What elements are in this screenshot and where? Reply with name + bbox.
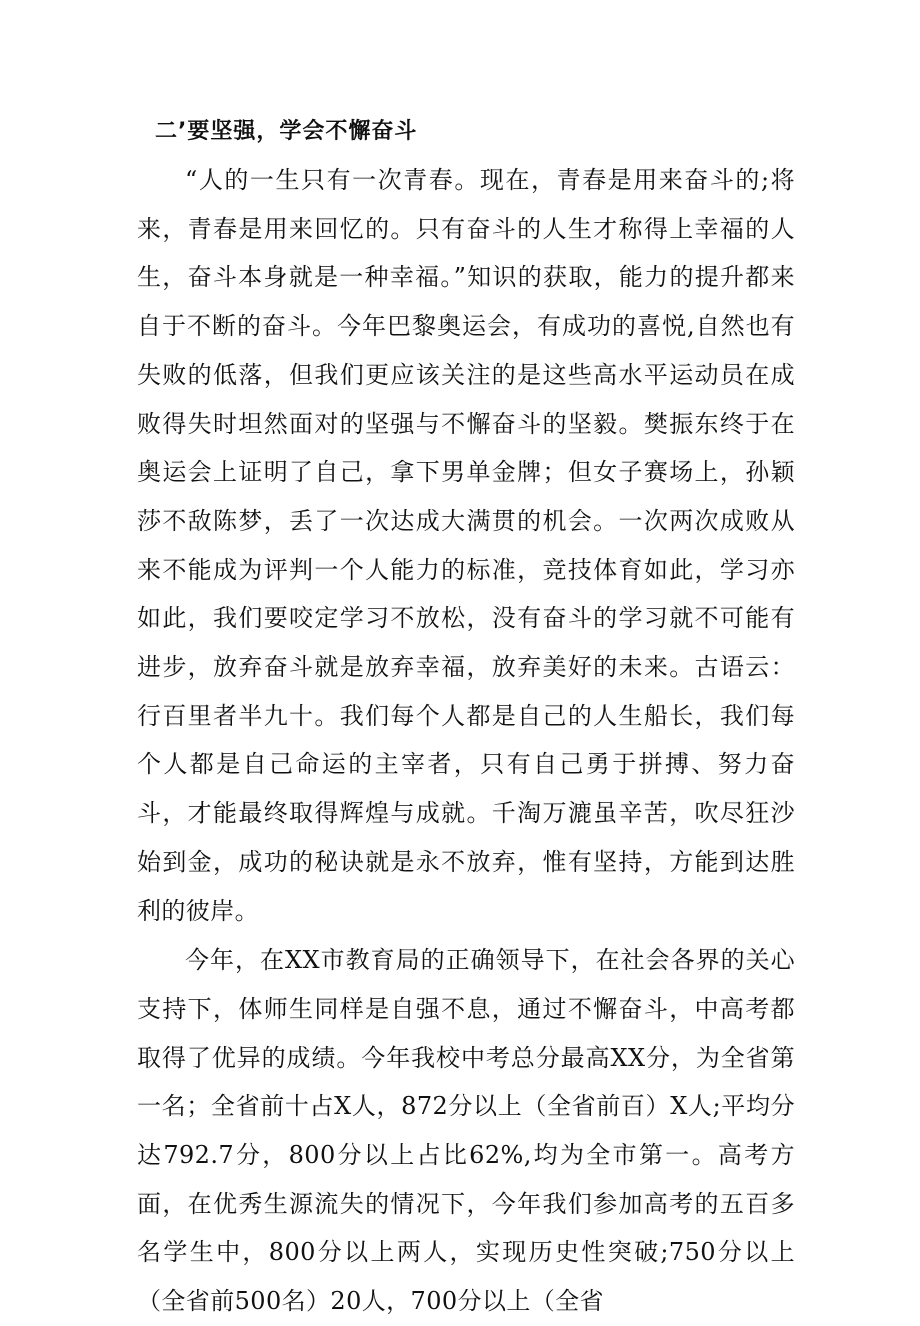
document-body	[137, 108, 795, 1326]
paragraph: 今年，在XX市教育局的正确领导下，在社会各界的关心支持下，体师生同样是自强不息，通过不懈奋斗，中高考都取得了优异的成绩。今年我校中考总分最高XX分，为全省第一名；全省前十占X人，872分以上（全省前百）X人;平均分达792.7分，800分以上占比62%,均为全市第一。高考方面，在优秀生源流失的情况下，今年我们参加高考的五百多名学生中，800分以上两人，实现历史性突破;750分以上（全省前500名）20人，700分以上（全省	[137, 946, 795, 1316]
paragraph: “人的一生只有一次青春。现在，青春是用来奋斗的;将来，青春是用来回忆的。只有奋斗的人生才称得上幸福的人生，奋斗本身就是一种幸福。”知识的获取，能力的提升都来自于不断的奋斗。今年巴黎奥运会，有成功的喜悦,自然也有失败的低落，但我们更应该关注的是这些高水平运动员在成败得失时坦然面对的坚强与不懈奋斗的坚毅。樊振东终于在奥运会上证明了自己，拿下男单金牌；但女子赛场上，孙颖莎不敌陈梦，丢了一次达成大满贯的机会。一次两次成败从来不能成为评判一个人能力的标准，竞技体育如此，学习亦如此，我们要咬定学习不放松，没有奋斗的学习就不可能有进步，放弃奋斗就是放弃幸福，放弃美好的未来。古语云：行百里者半九十。我们每个人都是自己的人生船长，我们每个人都是自己命运的主宰者，只有自己勇于拼搏、努力奋斗，才能最终取得辉煌与成就。千淘万漉虽辛苦，吹尽狂沙始到金，成功的秘诀就是永不放弃，惟有坚持，方能到达胜利的彼岸。	[137, 166, 795, 925]
section-heading: 二’要坚强，学会不懈奋斗	[155, 119, 418, 144]
